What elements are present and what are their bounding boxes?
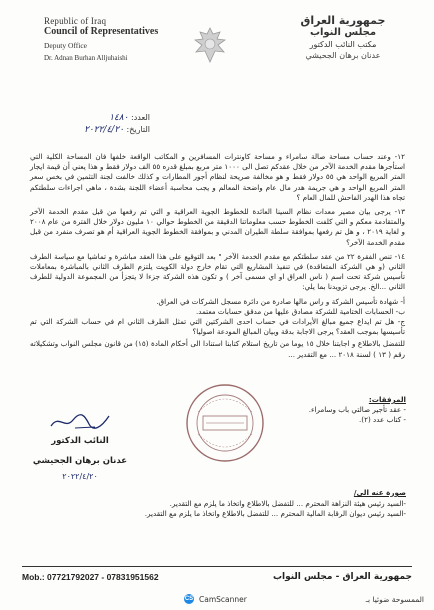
copy-to-item: -السيد رئيس ديوان الرقابة المالية المحترم ... للتفضل بالاطلاع واتخاذ ما يلزم مع التقدير. bbox=[144, 509, 406, 518]
iraq-eagle-emblem-icon bbox=[187, 22, 233, 68]
reference-date-label: التاريخ: bbox=[126, 125, 150, 134]
reference-date-value: ٢٠٢٢/٤/٢٠ bbox=[84, 125, 124, 135]
camscanner-text-ar: الممسوحة ضوئيا بـ bbox=[365, 594, 424, 604]
attachment-item: - عقد تأجير صالتي باب وسامراء. bbox=[308, 405, 406, 414]
official-stamp-icon bbox=[184, 382, 266, 464]
reference-number-value: ١٤٨٠ bbox=[109, 113, 129, 123]
paragraph-14: ١٤- تنص الفقرة ٢٢ من عقد سلطتكم مع مقدم الخدمة الآخر " بعد التوقيع على هذا العقد مباشرة و تماشيا مع سياسة الطرف الثاني (و هي الشركة المتعاقدة) في تنفيذ المشاريع التي تقام خارج دولة الكويت يلتزم الطرف الثاني بالمباشرة بمعاملات تأسيس شركة تحت اسم ( ناس العراق او اي مسمى آخر ) و تكون هذه الشركة جزءا لا يتجزأ من المجموعة الدولية للطرف الثاني ...الخ. يرجى تزويدنا بما يلي: bbox=[30, 251, 405, 292]
header-ar-country: جمهورية العراق bbox=[300, 14, 386, 27]
header-ar-deputy-name: عدنان برهان الجحيشي bbox=[305, 51, 381, 60]
header-arabic bbox=[278, 14, 408, 60]
header-en-office: Deputy Office bbox=[44, 41, 87, 50]
list-item-a: أ- شهادة تأسيس الشركة و راس مالها صادرة من دائرة مسجل الشركات في العراق. bbox=[156, 296, 405, 306]
attachments-title: المرفقات: bbox=[368, 395, 406, 404]
reference-number-row bbox=[60, 112, 150, 124]
reference-date-row bbox=[60, 124, 150, 136]
footer-organization: جمهورية العراق - مجلس النواب bbox=[272, 572, 412, 582]
camscanner-watermark bbox=[184, 592, 424, 606]
attachment-item: - كتاب عدد (٢). bbox=[358, 415, 406, 424]
header-en-deputy-name: Dr. Adnan Burhan Alljuhaishi bbox=[44, 54, 128, 62]
copy-to-title: صورة عنه الى/ bbox=[353, 488, 406, 497]
list-item-b: ب- الحسابات الختامية للشركة مصادق عليها من مدقق حسابات معتمد. bbox=[195, 306, 405, 316]
paragraph-13: ١٣- يرجى بيان مصير معدات نظام السينا العائدة للخطوط الجوية العراقية و التي تم رفعها من قبل مقدم الخدمة الآخر والمتقادمة معكم و التي كلفت الخطوط حسب معلوماتنا الدقيقة من الخطوط حوالي ١٠ مليون دولار خلال الفترة من عام ٢٠٠٨ و لغاية ٢٠١٩ ، و هل تم رفعها بموافقة سلطة الطيران المدني و بموافقة الخطوط الجوية العراقية أم هو تصرف منفرد من قبل مقدم الخدمة الآخر؟ bbox=[30, 207, 405, 247]
copy-to-item: -السيد رئيس هيئة النزاهة المحترم ... للتفضل بالاطلاع واتخاذ ما يلزم مع التقدير. bbox=[169, 498, 406, 508]
list-item-c: ج- هل تم ايداع جميع مبالغ الأيرادات في حساب احدى الشركتين التي تمثل الطرف الثاني ام في حساب الشركة التي تم تأسيسها بموجب العقد؟ يرجى الاجابة بدقة وبيان المبالغ المودعة اصوليا؟ bbox=[30, 317, 405, 337]
letterhead-footer bbox=[22, 566, 412, 585]
header-english bbox=[44, 16, 172, 62]
reference-number-label: العدد: bbox=[131, 113, 150, 122]
header-en-council: Council of Representatives bbox=[44, 26, 159, 37]
camscanner-logo-icon: CS bbox=[184, 596, 194, 602]
mobile-numbers: Mob.: 07721792027 - 07831951562 bbox=[22, 572, 159, 582]
signatory-name: عدنان برهان الجحيشي bbox=[32, 456, 128, 466]
signature-block bbox=[30, 410, 130, 481]
camscanner-text-en: CamScanner bbox=[199, 594, 247, 604]
closing-paragraph: للتفضل بالاطلاع و اجابتنا خلال ١٥ يوما من تاريخ استلام كتابنا استنادا الى أحكام المادة (١٥) من قانون مجلس النواب وتشكيلاته رقم ( ١٣ ) لسنة ٢٠١٨ ... مع التقدير ... bbox=[30, 339, 405, 359]
letter-body bbox=[30, 152, 405, 364]
paragraph-12: ١٢- وعند حساب مساحة صالة سامراء و مساحة كاونترات المسافرين و المكاتب الواقعة خلفها فان المساحة الكلية التي استأجرها مقدم الخدمة الآخر من خلال عقدكم تصل الى ١٠٠٠ متر مربع بمبلغ قدره ٥٥ الف دولار فقط و هذا يعني أن قيمة ايجار المتر المربع الواحد هي ٥٥ دولار فقط و هو مخالفة صريحة لنظام أجور المطارات و كذلك خالفت لجنة التثمين في بخس سعر المتر المربع الواحد و هي جريمة هدر مال عام واضحة المعالم و يجب محاسبة أعضاء اللجنة بشدة ، ماهي اجراءات سلطتكم تجاه هذا الهدر الفاحش للمال العام ؟ bbox=[30, 152, 405, 202]
signature-date: ٢٠٢٢/٤/٢٠ bbox=[62, 472, 98, 481]
header-ar-council: مجلس النواب bbox=[309, 27, 377, 38]
handwritten-signature-icon bbox=[45, 410, 115, 432]
header-ar-office: مكتب النائب الدكتور bbox=[309, 40, 377, 49]
reference-block bbox=[60, 112, 150, 136]
signatory-title: النائب الدكتور bbox=[51, 436, 109, 446]
header-en-country: Republic of Iraq bbox=[44, 16, 107, 26]
copy-to-block bbox=[56, 488, 406, 520]
